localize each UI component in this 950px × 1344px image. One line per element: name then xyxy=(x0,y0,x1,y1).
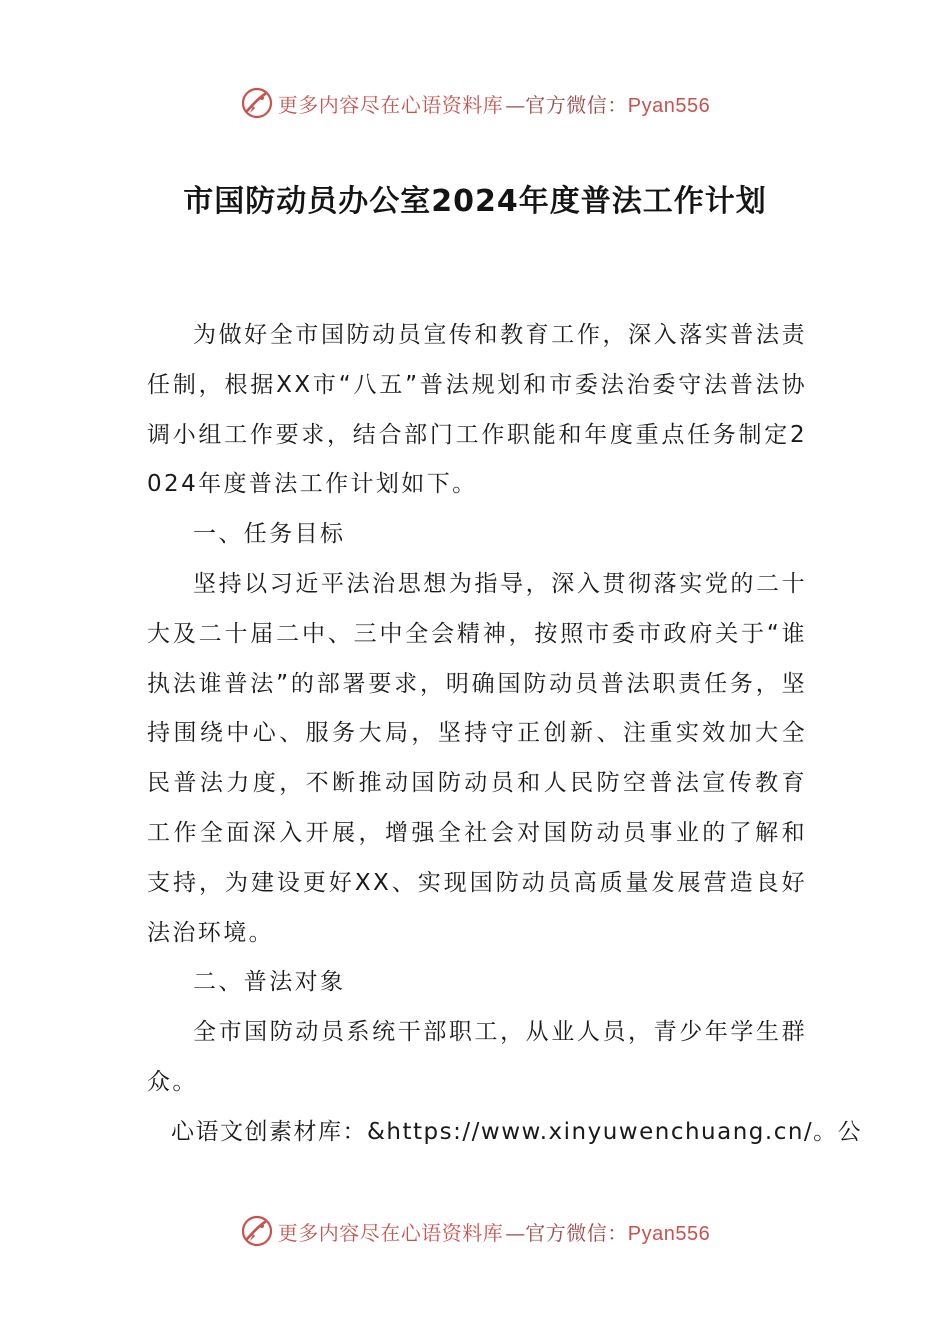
banner-wechat-label: 官方微信： xyxy=(525,1220,628,1245)
banner-site-name: 更多内容尽在心语资料库 xyxy=(277,1220,504,1245)
footer-watermark-banner xyxy=(0,1211,950,1251)
intro-paragraph: 为做好全市国防动员宣传和教育工作，深入落实普法责任制，根据XX市“八五”普法规划和市委法治委守法普法协调小组工作要求，结合部门工作职能和年度重点任务制定2024年度普法工作计划如下。 xyxy=(147,322,807,498)
goals-paragraph: 坚持以习近平法治思想为指导，深入贯彻落实党的二十大及二十届二中、三中全会精神，按照市委市政府关于“谁执法谁普法”的部署要求，明确国防动员普法职责任务，坚持围绕中心、服务大局，坚持守正创新、注重实效加大全民普法力度，不断推动国防动员和人民防空普法宣传教育工作全面深入开展，增强全社会对国防动员事业的了解和支持，为建设更好XX、实现国防动员高质量发展营造良好法治环境。 xyxy=(147,570,807,946)
section-heading-audience: 二、普法对象 xyxy=(193,969,346,996)
document-title: 市国防动员办公室2024年度普法工作计划 xyxy=(183,184,767,219)
banner-dash: — xyxy=(505,1220,524,1245)
banner-text xyxy=(278,89,710,118)
banner-text xyxy=(278,1217,710,1246)
banner-wechat-label: 官方微信： xyxy=(525,92,628,117)
banner-dash: — xyxy=(505,92,524,117)
source-link-line: 心语文创素材库：&https://www.xinyuwenchuang.cn/。公 xyxy=(171,1118,863,1145)
pen-nib-logo-icon xyxy=(240,1214,274,1248)
pen-nib-logo-icon xyxy=(240,86,274,120)
document-body xyxy=(147,311,863,1158)
banner-site-name: 更多内容尽在心语资料库 xyxy=(277,92,504,117)
banner-wechat-id: Pyan556 xyxy=(627,1222,711,1245)
header-watermark-banner xyxy=(0,83,950,123)
section-heading-goals: 一、任务目标 xyxy=(193,521,346,548)
audience-paragraph: 全市国防动员系统干部职工，从业人员，青少年学生群众。 xyxy=(147,1019,807,1095)
banner-wechat-id: Pyan556 xyxy=(627,94,711,117)
